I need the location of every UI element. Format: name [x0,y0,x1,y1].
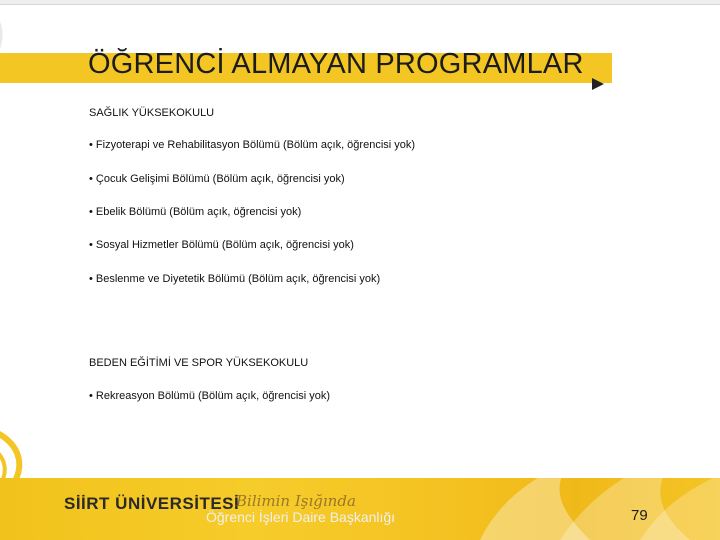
list-item: • Rekreasyon Bölümü (Bölüm açık, öğrencisi yok) [89,390,331,402]
list-item: • Sosyal Hizmetler Bölümü (Bölüm açık, öğrencisi yok) [89,239,354,251]
section-heading: SAĞLIK YÜKSEKOKULU [89,107,215,119]
decorative-flame [440,440,720,540]
university-logo-text: SİİRT ÜNİVERSİTESİ [64,494,240,513]
page-number: 79 [631,507,648,524]
list-item: • Çocuk Gelişimi Bölümü (Bölüm açık, öğrencisi yok) [89,173,345,185]
list-item: • Ebelik Bölümü (Bölüm açık, öğrencisi yok) [89,206,302,218]
university-slogan: Bilimin Işığında [236,492,356,510]
page-title: ÖĞRENCİ ALMAYAN PROGRAMLAR [88,48,584,80]
list-item: • Beslenme ve Diyetetik Bölümü (Bölüm açık, öğrencisi yok) [89,273,381,285]
title-arrow-icon [592,78,604,90]
section-heading: BEDEN EĞİTİMİ VE SPOR YÜKSEKOKULU [89,357,309,369]
top-border [0,0,720,5]
department-name: Öğrenci İşleri Daire Başkanlığı [206,509,396,525]
list-item: • Fizyoterapi ve Rehabilitasyon Bölümü (Bölüm açık, öğrencisi yok) [89,139,416,151]
